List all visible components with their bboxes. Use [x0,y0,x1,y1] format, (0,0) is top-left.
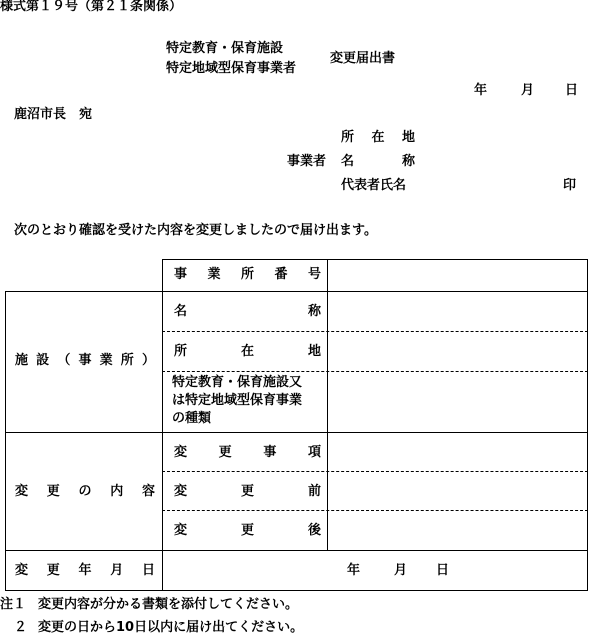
facility-name-label: 名 称 [174,304,321,319]
change-after-label: 変 更 後 [174,523,321,538]
name-label: 名 称 [341,154,415,169]
change-before-label: 変 更 前 [174,484,321,499]
business-operator-label: 事業者 [287,154,327,169]
note-2-text: 変更の日から10日以内に届け出てください。 [38,620,304,635]
form-number: 様式第１９号（第２１条関係） [0,0,183,14]
change-date-month: 月 [394,563,408,578]
date-year: 年 [474,83,488,98]
change-item-label: 変 更 事 項 [174,445,321,460]
facility-group-label: 施 設 （ 事 業 所 ） [15,353,155,368]
change-group-label: 変 更 の 内 容 [15,484,155,499]
date-day: 日 [565,83,579,98]
address-label: 所 在 地 [341,130,415,145]
title-suffix: 変更届出書 [330,51,396,66]
statement: 次のとおり確認を受けた内容を変更しましたので届け出ます。 [14,223,377,238]
seal-mark: 印 [563,178,577,193]
facility-type-label-2: は特定地域型保育事業 [172,393,303,408]
addressee: 鹿沼市長 宛 [14,107,93,122]
change-date-year: 年 [347,563,361,578]
change-date-day: 日 [436,563,450,578]
title-line-2: 特定地域型保育事業者 [166,61,297,76]
representative-label: 代表者氏名 [341,178,407,193]
office-number-label: 事 業 所 番 号 [174,267,321,282]
note-1-marker: 注１ [0,597,27,612]
date-month: 月 [521,83,535,98]
facility-type-label-1: 特定教育・保育施設又 [172,375,303,390]
note-2-marker: ２ [14,620,28,635]
note-1-text: 変更内容が分かる書類を添付してください。 [38,597,299,612]
title-line-1: 特定教育・保育施設 [166,41,284,56]
facility-address-label: 所 在 地 [174,344,321,359]
facility-type-label-3: の種類 [172,411,212,426]
change-date-label: 変 更 年 月 日 [15,563,155,578]
